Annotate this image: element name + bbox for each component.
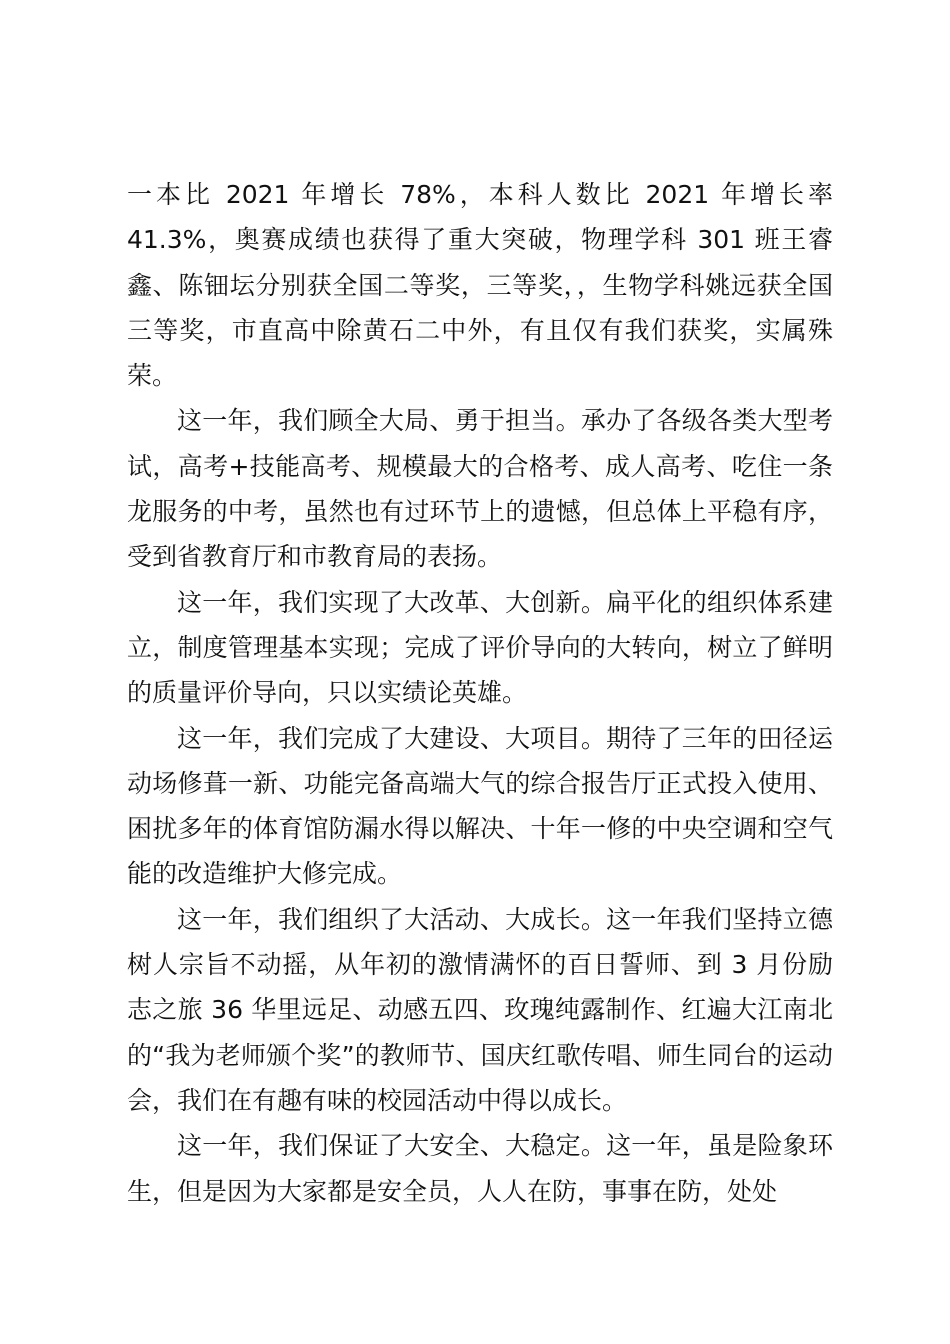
document-body xyxy=(127,172,833,1214)
paragraph-activities: 这一年，我们组织了大活动、大成长。这一年我们坚持立德树人宗旨不动摇，从年初的激情满怀的百日誓师、到 3 月份励志之旅 36 华里远足、动感五四、玫瑰纯露制作、红遍大江南北的“我为老师颁个奖”的教师节、国庆红歌传唱、师生同台的运动会，我们在有趣有味的校园活动中得以成长。 xyxy=(127,904,833,1115)
paragraph-continuation: 一本比 2021 年增长 78%，本科人数比 2021 年增长率 41.3%，奥赛成绩也获得了重大突破，物理学科 301 班王睿鑫、陈钿坛分别获全国二等奖，三等奖，，生物学科姚远获全国三等奖，市直高中除黄石二中外，有且仅有我们获奖，实属殊荣。 xyxy=(127,180,833,391)
paragraph-reform: 这一年，我们实现了大改革、大创新。扁平化的组织体系建立，制度管理基本实现；完成了评价导向的大转向，树立了鲜明的质量评价导向，只以实绩论英雄。 xyxy=(127,587,833,708)
paragraph-safety: 这一年，我们保证了大安全、大稳定。这一年，虽是险象环生，但是因为大家都是安全员，人人在防，事事在防，处处 xyxy=(127,1131,833,1206)
paragraph-exam-hosting: 这一年，我们顾全大局、勇于担当。承办了各级各类大型考试，高考+技能高考、规模最大的合格考、成人高考、吃住一条龙服务的中考，虽然也有过环节上的遗憾，但总体上平稳有序，受到省教育厅和市教育局的表扬。 xyxy=(127,406,833,572)
paragraph-construction: 这一年，我们完成了大建设、大项目。期待了三年的田径运动场修葺一新、功能完备高端大气的综合报告厅正式投入使用、困扰多年的体育馆防漏水得以解决、十年一修的中央空调和空气能的改造维护大修完成。 xyxy=(127,723,833,889)
